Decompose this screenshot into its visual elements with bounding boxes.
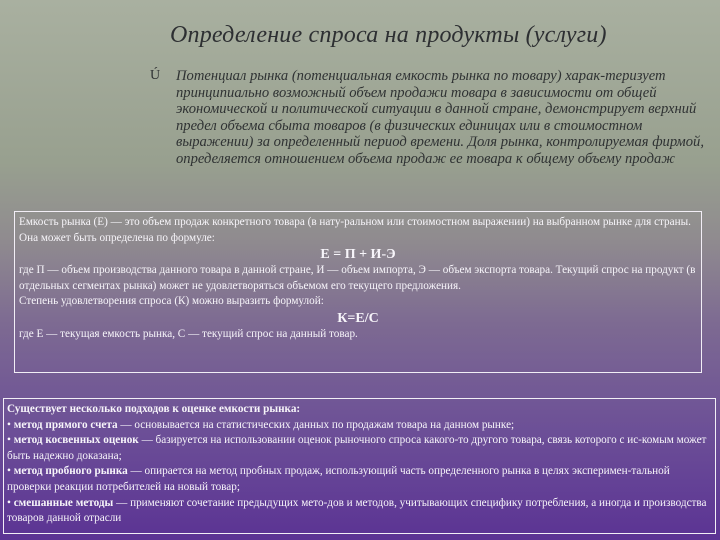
method-name: смешанные методы [13,496,114,509]
market-capacity-box [14,211,702,373]
method-desc: — опирается на метод пробных продаж, использующий часть определенного рынка в целях эксперимен-тальной проверки реакции потребителей на новый товар; [7,465,670,493]
capacity-definition: Емкость рынка (Е) — это объем продаж конкретного товара (в нату-ральном или стоимостном выражении) на выбранном рынке для страны. Она может быть определена по формуле: [19,216,691,244]
assessment-methods-box [3,398,716,534]
method-item [7,418,711,434]
method-desc: — применяют сочетание предыдущих мето-дов и методов, учитывающих специфику потребления, а иногда и производства товаров данной отрасли [7,496,707,525]
bullet-dot: • [7,418,14,431]
formula-explanation: где П — объем производства данного товара в данной стране, И — объем импорта, Э — объем экспорта товара. Текущий спрос на продукт (в отдельных сегментах рынка) может не удовлетворяться объемом его текущего предложения. [19,264,696,292]
satisfaction-intro: Степень удовлетворения спроса (К) можно выразить формулой: [19,295,324,308]
market-potential-text [176,68,706,168]
bullet-text-after: , контролируемая фирмой, определяется отношением объема продаж ее товара к общему объему продаж [176,134,704,167]
capacity-formula: Е = П + И-Э [320,247,396,263]
satisfaction-explanation: где Е — текущая емкость рынка, С — текущий спрос на данный товар. [19,327,358,340]
bullet-dot: • [7,465,14,478]
method-name: метод косвенных оценок [13,434,139,447]
method-name: метод прямого счета [13,418,118,431]
method-name: метод пробного рынка [13,465,128,478]
bullet-text-before: Потенциал рынка (потенциальная емкость рынка по товару) харак-теризует принципиально возможный объем продажи товара в зависимости от общей экономической и политической ситуации в данной стране, демонстрирует верхний предел объема сбыта товаров (в физических единицах или в стоимостном выражении) за определенный период времени. [176,68,697,151]
checkmark-bullet-icon: Ú [150,68,161,83]
method-item [7,433,711,464]
slide-title: Определение спроса на продукты (услуги) [170,22,607,48]
bullet-dot: • [7,496,14,509]
method-item [7,496,711,527]
methods-intro: Существует несколько подходов к оценке емкости рынка: [7,403,301,415]
satisfaction-formula: К=Е/С [337,310,379,326]
market-share-term: Доля рынка [467,134,539,151]
market-potential-bullet [150,68,706,168]
method-desc: — основывается на статистических данных по продажам товара на данном рынке; [117,418,515,431]
method-desc: — базируется на использовании оценок рыночного спроса какого-то другого товара, связь которого с ис-комым может быть надежно доказана; [7,434,707,462]
method-item [7,464,711,495]
bullet-dot: • [7,434,14,447]
